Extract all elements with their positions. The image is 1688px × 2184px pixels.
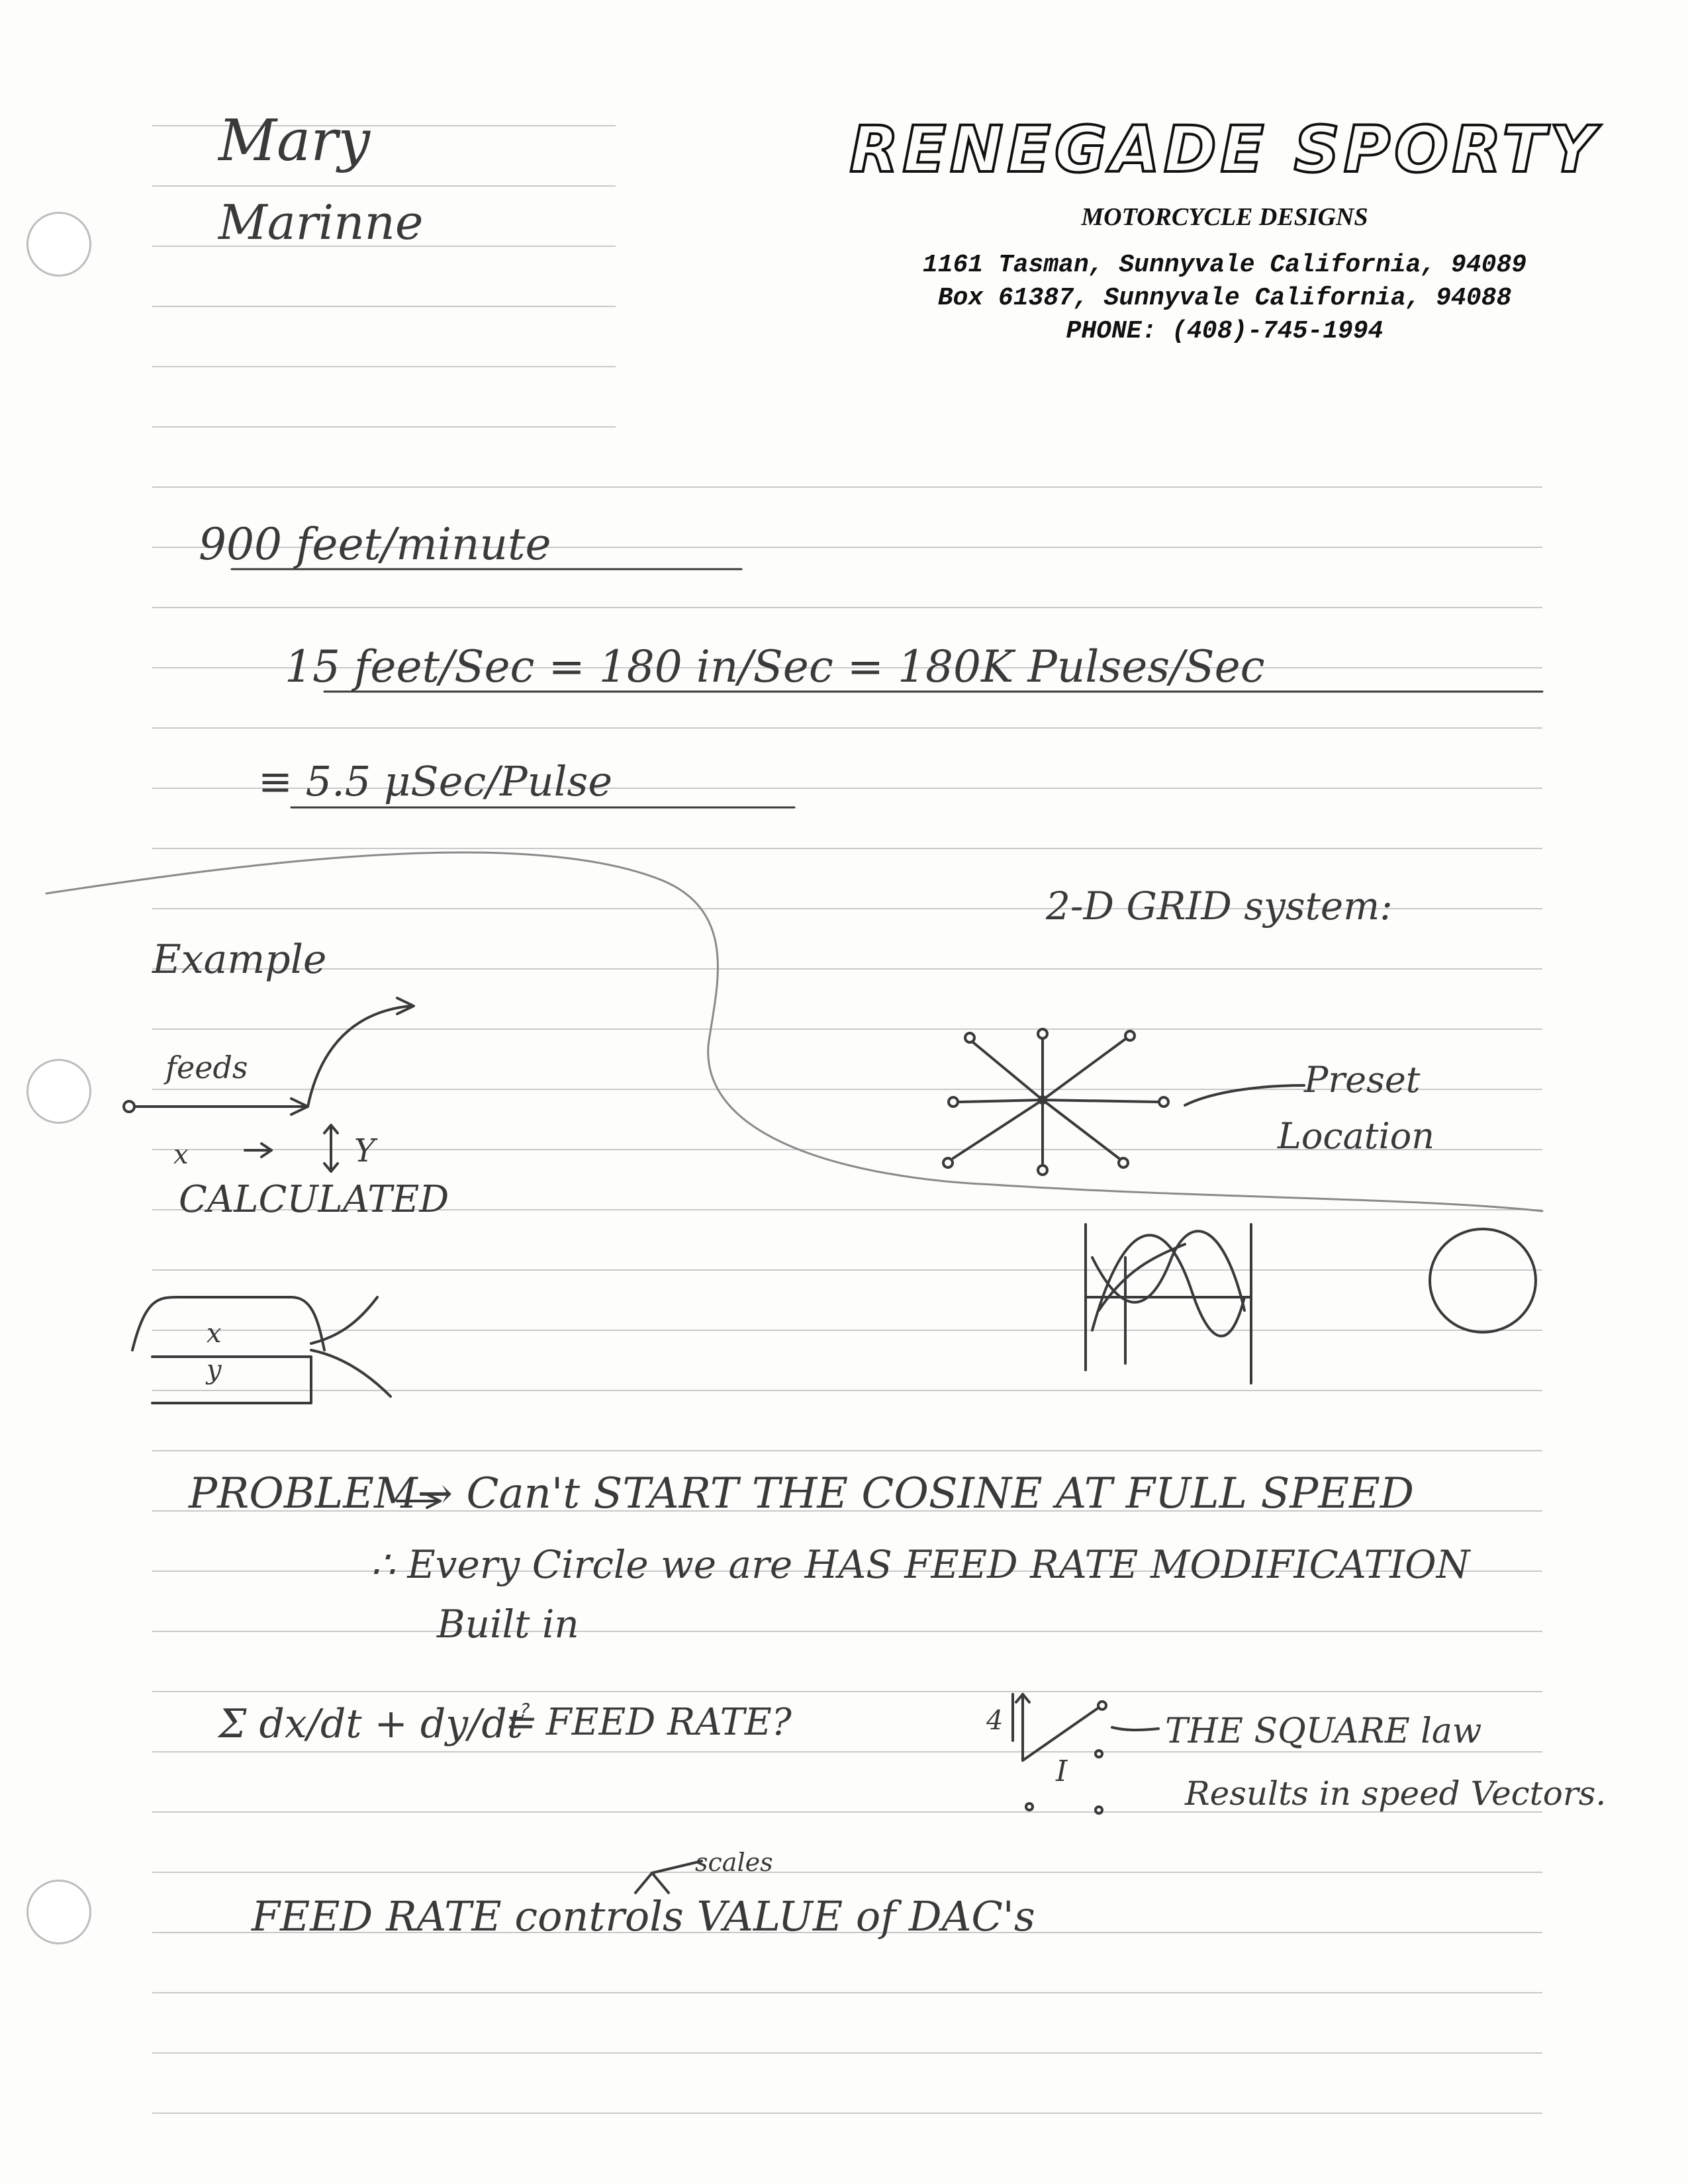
speed-note: 900 feet/minute (199, 519, 551, 570)
waveform-y-label: y (207, 1355, 222, 1385)
circle-sketch (1430, 1229, 1536, 1332)
problem-arrow (397, 1494, 440, 1508)
scales-caret (635, 1861, 702, 1893)
example-calculated-label: CALCULATED (179, 1178, 449, 1221)
phone-line: PHONE: (408)-745-1994 (1066, 317, 1383, 345)
sine-cosine-sketch (1086, 1224, 1251, 1383)
waveform-sketch (132, 1297, 391, 1403)
divider-curve (46, 852, 1542, 1211)
sum-expression: Σ dx/dt + dy/dt (218, 1701, 523, 1747)
example-title: Example (152, 936, 327, 983)
square-law-line2: Results in speed Vectors. (1185, 1774, 1607, 1813)
square-law-vector-sketch (1013, 1694, 1158, 1813)
header-note-line1: Mary (218, 108, 371, 174)
header-note-line2: Marinne (218, 195, 424, 250)
grid-system-title: 2-D GRID system: (1046, 884, 1393, 929)
vector-y-label: 4 (986, 1706, 1004, 1736)
grid-vector-sketch (943, 1029, 1304, 1175)
preset-location-line2: Location (1278, 1115, 1435, 1157)
square-law-line1: THE SQUARE law (1165, 1711, 1482, 1751)
example-x-label: x (173, 1140, 189, 1170)
example-feed-label: feeds (165, 1050, 248, 1085)
problem-line1: PROBLEM→ Can't START THE COSINE AT FULL SPEED (189, 1469, 1415, 1518)
period-note: ≡ 5.5 μSec/Pulse (258, 757, 613, 805)
sum-question: ≟ FEED RATE? (503, 1701, 792, 1744)
scales-note: scales (695, 1848, 773, 1877)
address-line: Box 61387, Sunnyvale California, 94088 (937, 284, 1512, 312)
example-y-label: Y (354, 1132, 375, 1169)
preset-location-line1: Preset (1304, 1059, 1421, 1101)
vector-x-label: I (1056, 1754, 1068, 1788)
waveform-x-label: x (207, 1318, 222, 1349)
problem-line3: Built in (437, 1602, 579, 1647)
conversion-note: 15 feet/Sec = 180 in/Sec = 180K Pulses/Sec (285, 641, 1265, 692)
example-feed-sketch (124, 998, 414, 1171)
feedrate-line: FEED RATE controls VALUE of DAC's (252, 1892, 1035, 1940)
brand-subtitle: MOTORCYCLE DESIGNS (1081, 203, 1368, 231)
address-line: 1161 Tasman, Sunnyvale California, 94089 (922, 251, 1527, 279)
brand-logo: RENEGADE SPORTY (849, 113, 1600, 187)
problem-line2: ∴ Every Circle we are HAS FEED RATE MODIFICATION (371, 1542, 1470, 1587)
